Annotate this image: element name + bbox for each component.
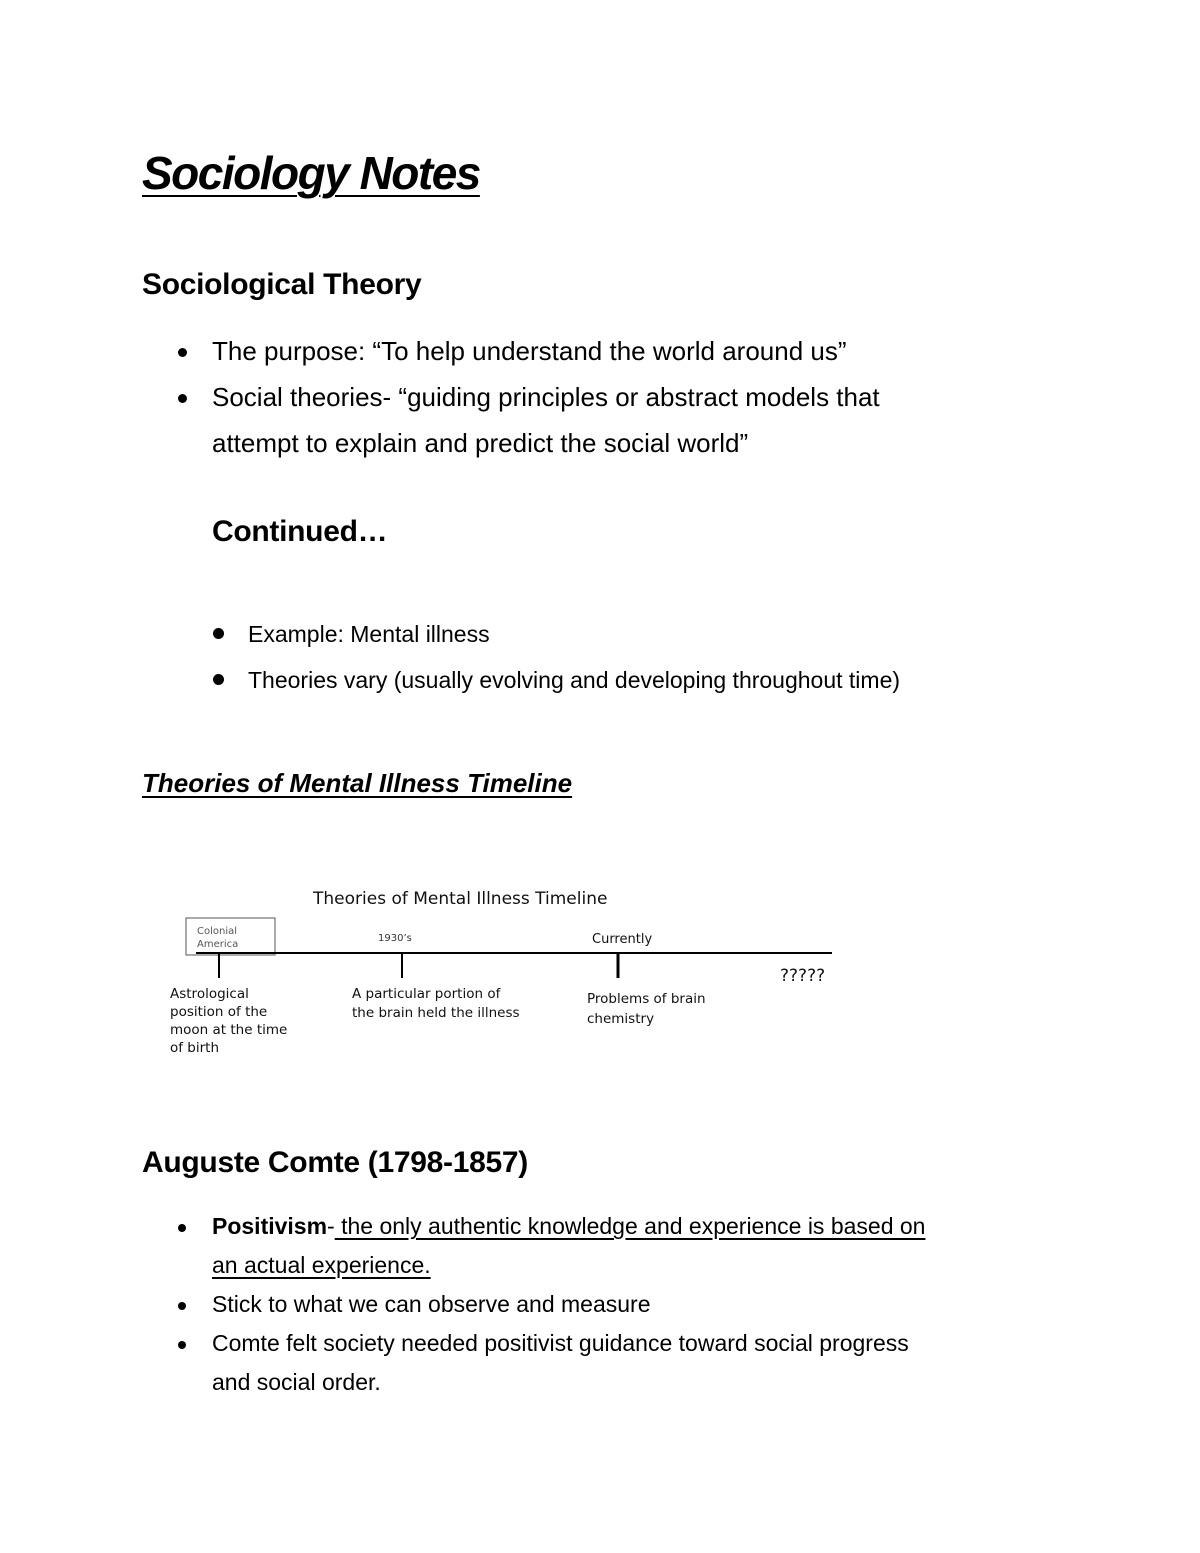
bullet-text: Theories vary (usually evolving and developing throughout time) [248,667,901,693]
bullet-text: Social theories- “guiding principles or abstract models that [212,382,880,412]
positivism-dash: - [327,1213,335,1239]
bullet-icon [178,394,187,403]
continued-heading: Continued… [212,515,388,548]
desc-line: Problems of brain [587,991,706,1007]
positivism-definition: the only authentic knowledge and experience is based on [334,1213,926,1239]
timeline-diagram [160,880,850,1070]
timeline-figure [160,880,850,1070]
positivism-definition-cont: an actual experience. [212,1252,431,1278]
list-item [212,328,880,374]
purpose-list [212,328,880,466]
list-item [248,657,900,703]
continued-list [248,611,900,703]
bullet-text: Comte felt society needed positivist guidance toward social progress [212,1330,909,1356]
desc-line: the brain held the illness [352,1005,520,1021]
label-currently: Currently [592,932,653,947]
label-1930s: 1930’s [378,933,412,944]
timeline-title: Theories of Mental Illness Timeline [313,889,608,909]
list-item [212,374,880,420]
bullet-icon [178,1341,186,1349]
comte-list [212,1207,925,1402]
bullet-icon [213,674,224,685]
list-item [248,611,900,657]
bullet-text: The purpose: “To help understand the world around us” [212,336,847,366]
desc-line: Astrological [170,986,249,1002]
bullet-icon [178,348,187,357]
page-title: Sociology Notes [142,147,480,199]
section-heading-sociological-theory: Sociological Theory [142,268,422,301]
desc-line: of birth [170,1040,220,1056]
america-label: America [197,939,239,950]
bullet-text: and social order. [212,1369,381,1395]
desc-line: position of the [170,1004,268,1020]
list-item-continuation [212,420,880,466]
section-heading-auguste-comte: Auguste Comte (1798-1857) [142,1146,528,1179]
desc-currently [587,991,706,1027]
desc-line: chemistry [587,1011,655,1027]
timeline-heading: Theories of Mental Illness Timeline [142,768,573,798]
desc-colonial [170,986,287,1056]
bullet-icon [178,1302,186,1310]
bullet-text: Example: Mental illness [248,621,490,647]
positivism-term: Positivism [212,1213,328,1239]
colonial-label: Colonial [197,926,238,937]
list-item [212,1207,925,1246]
bullet-icon [213,628,224,639]
bullet-text: Stick to what we can observe and measure [212,1291,651,1317]
list-item-continuation [212,1363,925,1402]
list-item-continuation [212,1246,925,1285]
label-unknown-future: ????? [780,966,826,986]
list-item [212,1285,925,1324]
desc-line: A particular portion of [352,986,501,1002]
bullet-icon [178,1224,186,1232]
desc-line: moon at the time [170,1022,288,1038]
desc-1930s [352,986,520,1021]
bullet-text: attempt to explain and predict the social world” [212,428,749,458]
list-item [212,1324,925,1363]
